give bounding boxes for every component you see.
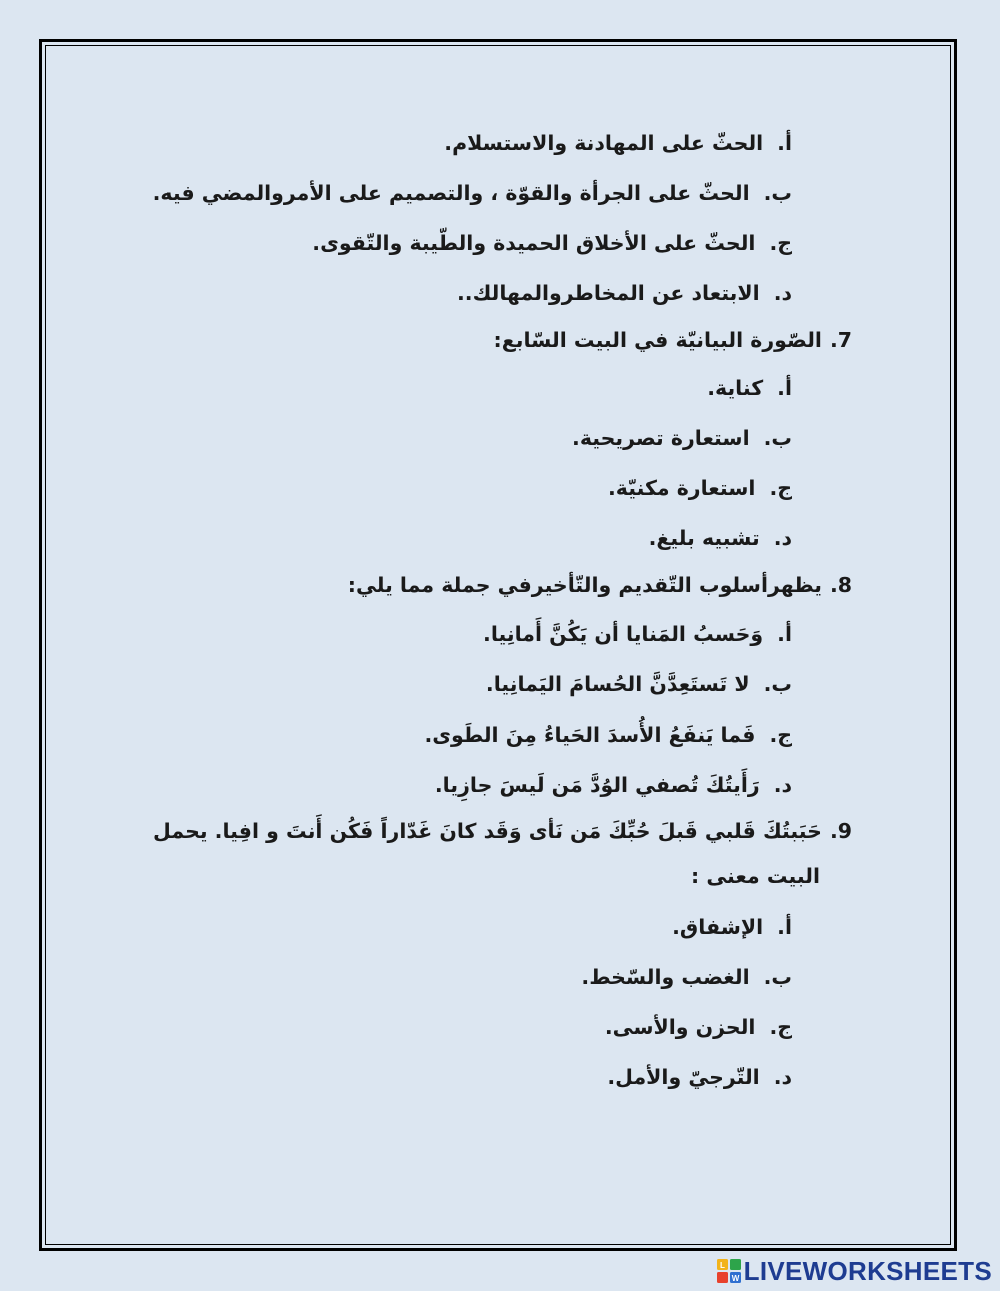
question-7-option-a: أ.كناية. bbox=[707, 376, 792, 400]
question-9-option-b: ب.الغضب والسّخط. bbox=[581, 965, 792, 989]
question-9-continuation: البيت معنى : bbox=[690, 864, 820, 888]
logo-letter-l: L bbox=[719, 1261, 725, 1270]
question-8: 8.يظهرأسلوب التّقديم والتّأخيرفي جملة مما يلي: bbox=[347, 573, 852, 597]
question-9: 9.حَبَبتُكَ قَلبي قَبلَ حُبِّكَ مَن نَأى وَقَد كانَ غَدّاراً فَكُن أَنتَ و افِيا. يحمل bbox=[153, 819, 852, 843]
question-8-option-d: د.رَأَيتُكَ تُصفي الوُدَّ مَن لَيسَ جازِيا. bbox=[434, 773, 792, 797]
option-c-block1: ج.الحثّ على الأخلاق الحميدة والطّيبة والتّقوى. bbox=[312, 231, 792, 255]
option-d-block1: د.الابتعاد عن المخاطروالمهالك.. bbox=[457, 281, 792, 305]
question-8-option-a: أ.وَحَسبُ المَنايا أن يَكُنَّ أَمانِيا. bbox=[483, 622, 792, 646]
question-9-option-d: د.التّرجيّ والأمل. bbox=[607, 1065, 792, 1089]
option-a-block1: أ.الحثّ على المهادنة والاستسلام. bbox=[444, 131, 792, 155]
question-9-option-c: ج.الحزن والأسى. bbox=[604, 1015, 792, 1039]
logo-square-green bbox=[730, 1259, 741, 1270]
question-7: 7.الصّورة البيانيّة في البيت السّابع: bbox=[493, 328, 852, 352]
option-b-block1: ب.الحثّ على الجرأة والقوّة ، والتصميم على الأمروالمضي فيه. bbox=[152, 181, 792, 205]
liveworksheets-logo-text: LIVEWORKSHEETS bbox=[743, 1255, 992, 1286]
question-9-option-a: أ.الإشفاق. bbox=[672, 915, 792, 939]
question-7-option-c: ج.استعارة مكنيّة. bbox=[608, 476, 792, 500]
logo-square-red bbox=[717, 1272, 728, 1283]
question-8-option-c: ج.فَما يَنفَعُ الأُسدَ الحَياءُ مِنَ الطَوى. bbox=[424, 723, 792, 747]
question-8-option-b: ب.لا تَستَعِدَّنَّ الحُسامَ اليَمانِيا. bbox=[485, 672, 792, 696]
question-7-option-d: د.تشبيه بليغ. bbox=[648, 526, 792, 550]
liveworksheets-logo-icon bbox=[717, 1259, 741, 1283]
logo-letter-w: W bbox=[731, 1274, 739, 1283]
question-7-option-b: ب.استعارة تصريحية. bbox=[572, 426, 792, 450]
liveworksheets-logo[interactable] bbox=[717, 1257, 992, 1285]
